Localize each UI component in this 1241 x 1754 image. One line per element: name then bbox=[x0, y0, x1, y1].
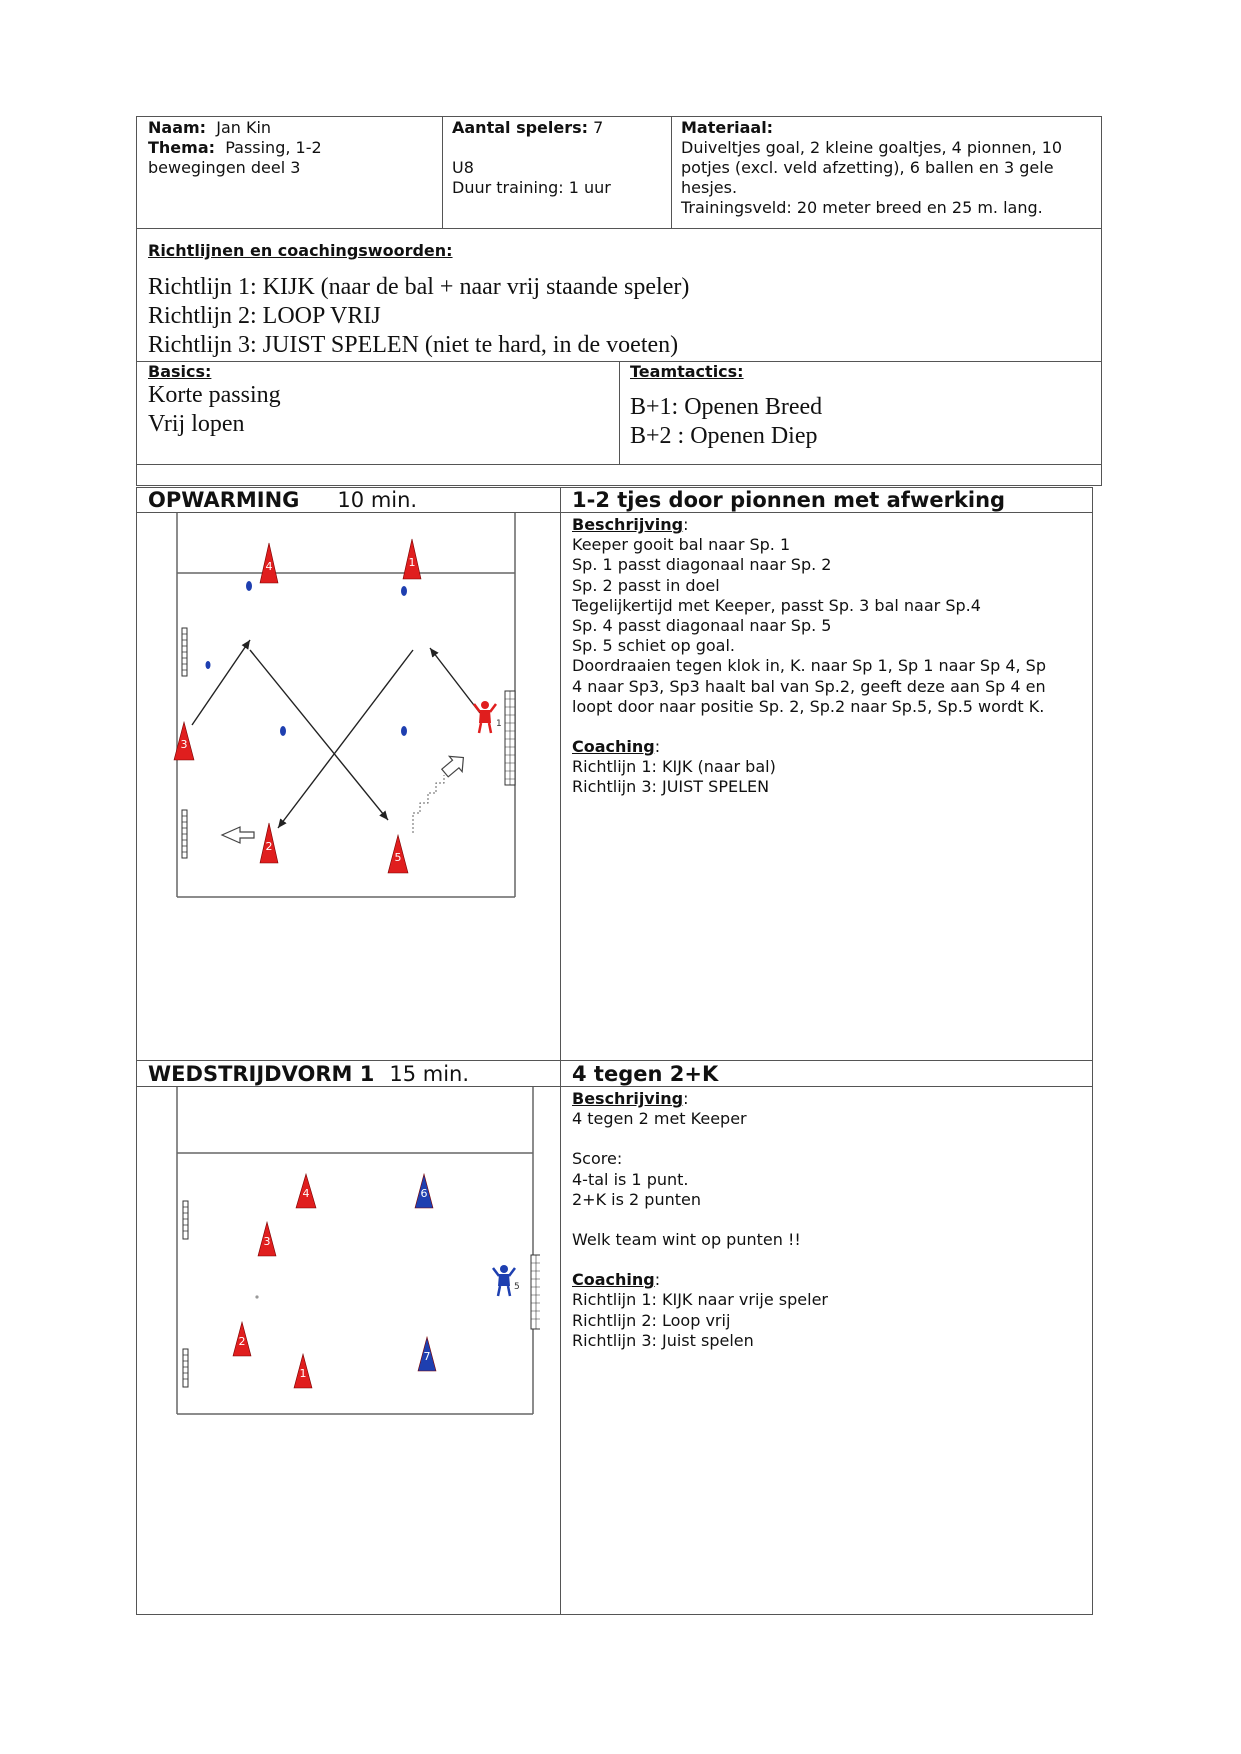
wedstrijdvorm-header bbox=[148, 1062, 469, 1086]
basics-item: Korte passing bbox=[148, 382, 281, 408]
desc-line: Sp. 1 passt diagonaal naar Sp. 2 bbox=[572, 555, 832, 575]
desc-line: 4 tegen 2 met Keeper bbox=[572, 1109, 747, 1129]
cone-icon bbox=[418, 1337, 436, 1371]
cone-label: 2 bbox=[238, 1335, 246, 1349]
cone-icon bbox=[260, 543, 278, 583]
basics-list bbox=[148, 381, 608, 439]
coaching-label: Coaching bbox=[572, 1270, 655, 1290]
cone-label: 3 bbox=[180, 737, 188, 751]
thema-value: Passing, 1-2 bbox=[225, 138, 322, 157]
svg-text:5: 5 bbox=[514, 1282, 520, 1292]
cone-label: 2 bbox=[265, 840, 273, 854]
opwarming-exercise-title: 1-2 tjes door pionnen met afwerking bbox=[572, 488, 1006, 512]
wedstrijdvorm-name: WEDSTRIJDVORM 1 bbox=[148, 1062, 375, 1086]
cone-icon bbox=[388, 835, 408, 873]
teamtactics-item: B+2 : Openen Diep bbox=[630, 423, 818, 449]
svg-text:1: 1 bbox=[496, 719, 502, 729]
goal-icon bbox=[182, 628, 187, 676]
materiaal-line: potjes (excl. veld afzetting), 6 ballen en 3 gele bbox=[681, 158, 1054, 177]
opwarming-header bbox=[148, 488, 417, 512]
richtlijn-item: Richtlijn 2: LOOP VRIJ bbox=[148, 303, 381, 329]
richtlijnen-list bbox=[148, 273, 1088, 360]
desc-line: Score: bbox=[572, 1149, 623, 1169]
dribble-path bbox=[413, 775, 444, 833]
goal-icon bbox=[183, 1349, 188, 1387]
beschrijving-label: Beschrijving bbox=[572, 515, 684, 534]
cone-label: 4 bbox=[265, 560, 273, 574]
coaching-label: Coaching bbox=[572, 737, 655, 757]
wedstrijdvorm-exercise-title: 4 tegen 2+K bbox=[572, 1062, 719, 1086]
desc-line: Keeper gooit bal naar Sp. 1 bbox=[572, 535, 791, 555]
cone-icon bbox=[403, 539, 421, 579]
goal-icon bbox=[183, 1201, 188, 1239]
cone-icon bbox=[415, 1174, 433, 1208]
keeper-icon bbox=[474, 701, 496, 733]
materiaal-label: Materiaal: bbox=[681, 118, 774, 137]
keeper-icon bbox=[493, 1265, 515, 1296]
teamtactics-title: Teamtactics: bbox=[630, 362, 744, 381]
balls bbox=[206, 581, 408, 736]
duur-value: Duur training: 1 uur bbox=[452, 178, 611, 197]
opwarming-duration: 10 min. bbox=[337, 488, 418, 512]
cone-icon bbox=[294, 1354, 312, 1388]
cone-label: 5 bbox=[394, 850, 402, 864]
header-name-cell bbox=[148, 118, 438, 178]
cone-label: 1 bbox=[299, 1367, 307, 1381]
cone-label: 7 bbox=[423, 1350, 431, 1364]
spelers-value: 7 bbox=[593, 118, 604, 137]
header-players-cell bbox=[452, 118, 667, 198]
materiaal-line: Trainingsveld: 20 meter breed en 25 m. lang. bbox=[681, 198, 1043, 217]
richtlijn-item: Richtlijn 3: JUIST SPELEN (niet te hard, in de voeten) bbox=[148, 332, 679, 358]
coaching-line: Richtlijn 2: Loop vrij bbox=[572, 1310, 731, 1330]
desc-line bbox=[572, 1129, 1087, 1149]
basics-item: Vrij lopen bbox=[148, 411, 245, 437]
cone-label: 4 bbox=[302, 1187, 310, 1201]
teamtactics-item: B+1: Openen Breed bbox=[630, 394, 823, 420]
materiaal-line: Duiveltjes goal, 2 kleine goaltjes, 4 pionnen, 10 bbox=[681, 138, 1063, 157]
desc-line bbox=[572, 1210, 1087, 1230]
desc-line: 4-tal is 1 punt. bbox=[572, 1169, 689, 1189]
thema-value-2: bewegingen deel 3 bbox=[148, 158, 301, 177]
goal-icon bbox=[182, 810, 187, 858]
beschrijving-label: Beschrijving bbox=[572, 1089, 684, 1108]
coaching-line: Richtlijn 3: Juist spelen bbox=[572, 1330, 754, 1350]
spelers-label: Aantal spelers: bbox=[452, 118, 589, 137]
keeper-goal-icon bbox=[505, 691, 515, 785]
teamtactics-list bbox=[630, 393, 1090, 451]
materiaal-line: hesjes. bbox=[681, 178, 738, 197]
coaching-line: Richtlijn 3: JUIST SPELEN bbox=[572, 777, 770, 797]
coaching-line: Richtlijn 1: KIJK (naar bal) bbox=[572, 757, 776, 777]
naam-label: Naam: bbox=[148, 118, 207, 137]
desc-line: 2+K is 2 punten bbox=[572, 1189, 701, 1209]
cone-icon bbox=[258, 1222, 276, 1256]
header-materiaal-cell bbox=[681, 118, 1099, 218]
ball-icon bbox=[255, 1295, 258, 1298]
desc-line: Welk team wint op punten !! bbox=[572, 1230, 801, 1250]
coaching-line: Richtlijn 1: KIJK naar vrije speler bbox=[572, 1290, 828, 1310]
cone-label: 6 bbox=[420, 1187, 428, 1201]
thema-label: Thema: bbox=[148, 138, 216, 157]
field-lines bbox=[177, 513, 515, 897]
basics-title: Basics: bbox=[148, 362, 212, 381]
cone-label: 1 bbox=[408, 556, 416, 570]
opwarming-diagram bbox=[170, 513, 522, 898]
desc-line: Doordraaien tegen klok in, K. naar Sp 1, Sp 1 naar Sp 4, Sp bbox=[572, 656, 1046, 676]
desc-line: Sp. 4 passt diagonaal naar Sp. 5 bbox=[572, 616, 832, 636]
keeper-goal-icon bbox=[531, 1255, 540, 1329]
cone-label: 3 bbox=[263, 1235, 271, 1249]
opwarming-description: Beschrijving: Keeper gooit bal naar Sp. 1 Sp. 1 passt diagonaal naar Sp. 2 Sp. 2 passt in doel Tegelijkertijd met Keeper, passt Sp. 3 bal naar Sp.4 Sp. 4 passt diagonaal naar Sp. 5 Sp. 5 schiet op goal. Doordraaien tegen klok in, K. naar Sp 1, Sp 1 naar Sp 4, Sp 4 naar Sp3, Sp3 haalt bal van Sp.2, geeft deze aan Sp 4 en loopt door naar positie Sp. 2, Sp.2 naar Sp.5, Sp.5 wordt K. Coaching: Richtlijn 1: KIJK (naar bal) Richtlijn 3: JUIST SPELEN bbox=[572, 515, 1087, 798]
desc-line: Sp. 2 passt in doel bbox=[572, 575, 720, 595]
desc-line: loopt door naar positie Sp. 2, Sp.2 naar Sp.5, Sp.5 wordt K. bbox=[572, 696, 1045, 716]
leeftijd-value: U8 bbox=[452, 158, 474, 177]
cone-icon bbox=[296, 1174, 316, 1208]
move-arrow-icon bbox=[439, 750, 470, 781]
pass-arrows bbox=[192, 640, 480, 828]
wedstrijdvorm-diagram bbox=[170, 1087, 540, 1417]
desc-line: Tegelijkertijd met Keeper, passt Sp. 3 bal naar Sp.4 bbox=[572, 595, 981, 615]
wedstrijdvorm-duration: 15 min. bbox=[389, 1062, 470, 1086]
move-arrow-icon bbox=[222, 827, 254, 843]
field-lines bbox=[177, 1087, 533, 1414]
desc-line: 4 naar Sp3, Sp3 haalt bal van Sp.2, geeft deze aan Sp 4 en bbox=[572, 676, 1046, 696]
naam-value: Jan Kin bbox=[216, 118, 272, 137]
cone-icon bbox=[260, 823, 278, 863]
desc-line: Sp. 5 schiet op goal. bbox=[572, 636, 735, 656]
opwarming-name: OPWARMING bbox=[148, 488, 300, 512]
wedstrijdvorm-description: Beschrijving: 4 tegen 2 met Keeper Score: 4-tal is 1 punt. 2+K is 2 punten Welk team wint op punten !! Coaching: Richtlijn 1: KIJK naar vrije speler Richtlijn 2: Loop vrij Richtlijn 3: Juist spelen bbox=[572, 1089, 1087, 1351]
cone-icon bbox=[233, 1322, 251, 1356]
richtlijnen-title: Richtlijnen en coachingswoorden: bbox=[148, 241, 453, 260]
richtlijn-item: Richtlijn 1: KIJK (naar de bal + naar vrij staande speler) bbox=[148, 274, 690, 300]
